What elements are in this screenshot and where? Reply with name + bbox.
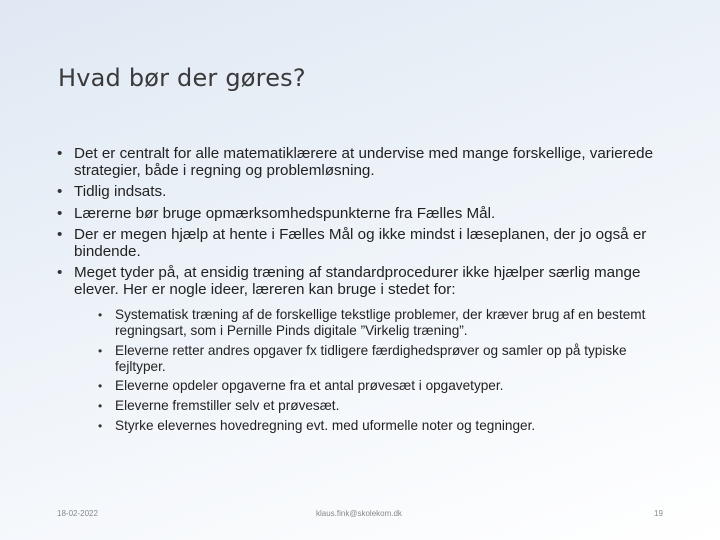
bullet-item-text: Meget tyder på, at ensidig træning af standardprocedurer ikke hjælper særlig mange elever. Her er nogle ideer, læreren kan bruge i stedet for: bbox=[74, 264, 641, 298]
bullet-item-with-sublist bbox=[56, 265, 676, 434]
sub-bullet-item: • Systematisk træning af de forskellige tekstlige problemer, der kræver brug af en bestemt regningsart, som i Pernille Pinds digitale ”Virkelig træning”. bbox=[96, 307, 676, 339]
bullet-item: • Lærerne bør bruge opmærksomhedspunkterne fra Fælles Mål. bbox=[56, 206, 676, 223]
sub-bullet-item: • Eleverne opdeler opgaverne fra et antal prøvesæt i opgavetyper. bbox=[96, 378, 676, 394]
sub-bullet-item: • Eleverne retter andres opgaver fx tidligere færdighedsprøver og samler op på typiske fejltyper. bbox=[96, 343, 676, 375]
sub-bullet-item: • Styrke elevernes hovedregning evt. med uformelle noter og tegninger. bbox=[96, 418, 676, 434]
slide-body bbox=[56, 146, 676, 438]
bullet-item: • Det er centralt for alle matematiklærere at undervise med mange forskellige, varierede strategier, både i regning og problemløsning. bbox=[56, 146, 676, 180]
footer-page-number: 19 bbox=[654, 509, 663, 518]
bullet-list bbox=[56, 146, 676, 434]
sub-bullet-list bbox=[96, 307, 676, 434]
footer-date: 18-02-2022 bbox=[57, 509, 98, 518]
bullet-item: • Der er megen hjælp at hente i Fælles Mål og ikke mindst i læseplanen, der jo også er bindende. bbox=[56, 227, 676, 261]
sub-bullet-item: • Eleverne fremstiller selv et prøvesæt. bbox=[96, 398, 676, 414]
footer-email: klaus.fink@skolekom.dk bbox=[316, 509, 402, 518]
bullet-item: • Tidlig indsats. bbox=[56, 184, 676, 201]
slide-title: Hvad bør der gøres? bbox=[58, 64, 306, 92]
